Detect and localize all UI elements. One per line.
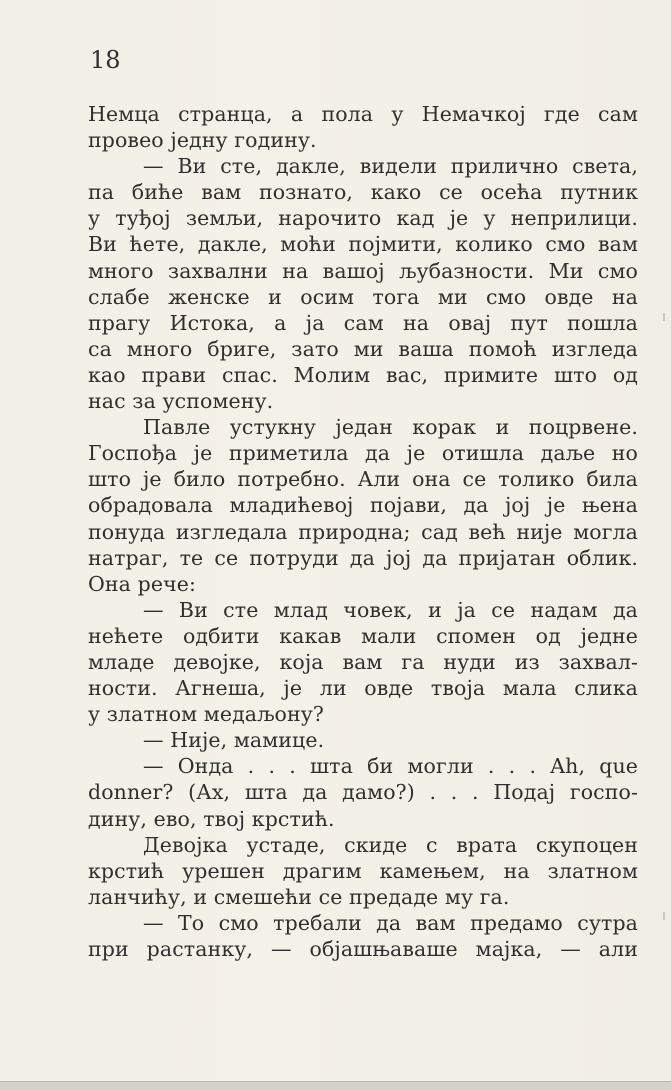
page-text — [88, 101, 638, 962]
text-line: што је било потребно. Али она се толико била — [88, 467, 638, 492]
text-line: много захвални на вашој љубазности. Ми смо — [88, 258, 638, 283]
text-line: прагу Истока, а ја сам на овај пут пошла — [88, 310, 638, 335]
text-line: при растанку, — објашњаваше мајка, — али — [88, 937, 638, 961]
text-line: — Ви сте млад човек, и ја се надам да — [143, 597, 638, 622]
scan-edge-mark — [663, 313, 665, 321]
text-line: крстић урешен драгим камењем, на златном — [88, 858, 638, 883]
text-line: понуда изгледала природна; сад већ није могла — [88, 519, 638, 544]
scan-bottom-edge — [0, 1081, 671, 1089]
text-line: дину, ево, твој крстић. — [88, 806, 335, 831]
text-line: у златном медаљону? — [88, 702, 324, 727]
text-line: Павле устукну један корак и поцрвене. — [143, 415, 638, 440]
text-line: нас за успомену. — [88, 389, 274, 414]
text-line: нећете одбити какав мали спомен од једне — [88, 623, 638, 648]
text-line: donner? (Ах, шта да дамо?) . . . Подај госпо- — [88, 780, 638, 805]
text-line: натраг, те се потруди да јој да пријатан облик. — [88, 545, 638, 570]
text-line: слабе женске и осим тога ми смо овде на — [88, 284, 638, 309]
text-line: — То смо требали да вам предамо сутра — [143, 910, 638, 935]
text-line: младе девојке, која вам га нуди из захвал- — [88, 649, 638, 674]
text-line: ланчићу, и смешећи се предаде му га. — [88, 884, 510, 909]
text-line: провео једну годину. — [88, 128, 317, 153]
scan-edge-mark — [663, 912, 665, 920]
text-line: у туђој земљи, нарочито кад је у неприлици. — [88, 206, 638, 231]
text-line: Она рече: — [88, 571, 196, 596]
text-line: па биће вам познато, како се осећа путник — [88, 180, 638, 205]
text-line: обрадовала младићевој појави, да јој је њена — [88, 493, 638, 518]
text-line: као прави спас. Молим вас, примите што од — [88, 362, 638, 387]
text-line: — Није, мамице. — [143, 728, 325, 753]
text-line: са много бриге, зато ми ваша помоћ изгледа — [88, 336, 638, 361]
page-number: 18 — [90, 46, 121, 74]
text-line: Девојка устаде, скиде с врата скупоцен — [143, 832, 638, 857]
text-line: — Онда . . . шта би могли . . . Ah, que — [143, 754, 638, 779]
text-line: Ви ћете, дакле, моћи појмити, колико смо вам — [88, 232, 638, 257]
text-line: Госпођа је приметила да је отишла даље но — [88, 441, 638, 466]
text-line: Немца странца, а пола у Немачкој где сам — [88, 102, 638, 126]
text-line: ности. Агнеша, је ли овде твоја мала слика — [88, 676, 638, 701]
text-line: — Ви сте, дакле, видели прилично света, — [143, 154, 638, 179]
